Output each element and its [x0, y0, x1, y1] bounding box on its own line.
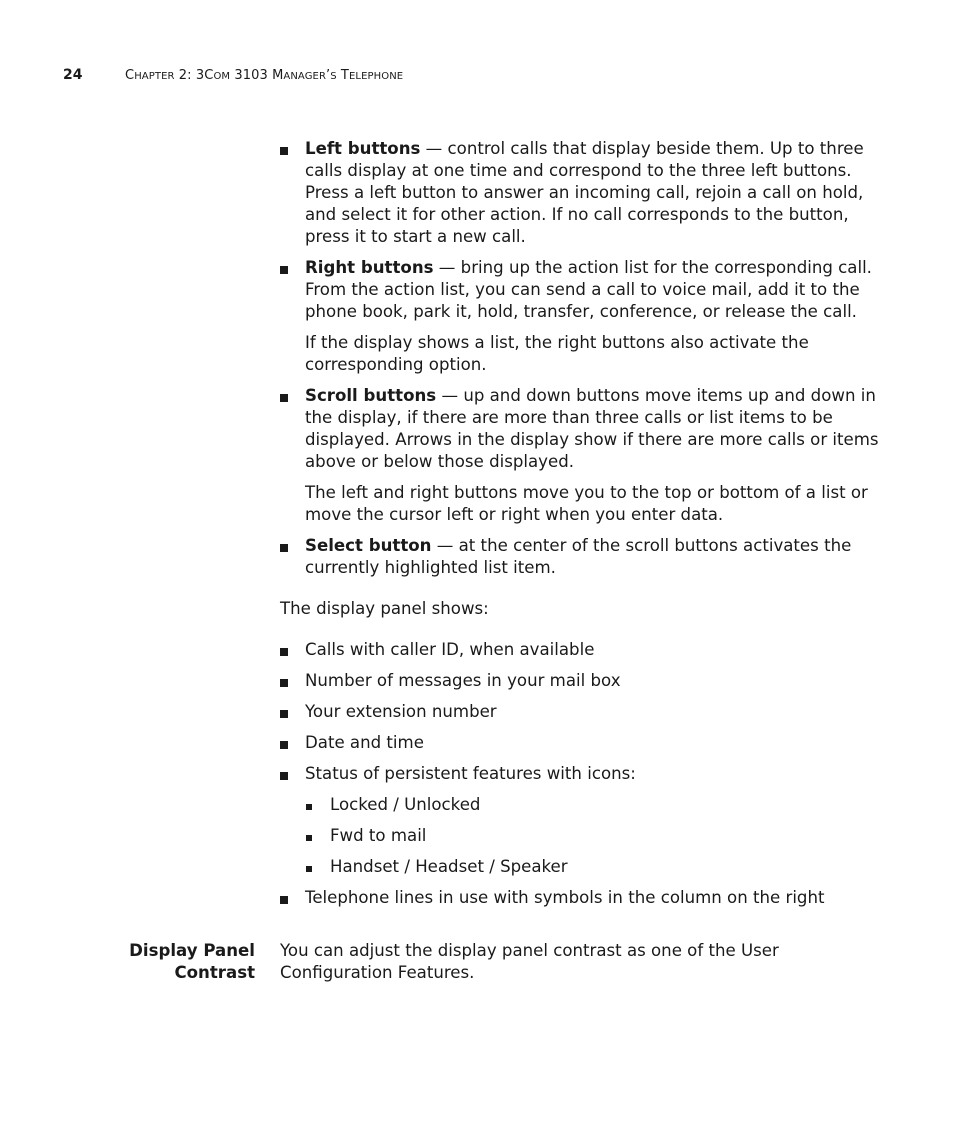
running-head-part: ’ — [326, 68, 331, 83]
section-heading-line1: Display Panel — [129, 941, 255, 960]
running-head — [125, 68, 403, 83]
bullet-icon — [280, 544, 288, 552]
list-item — [280, 701, 880, 723]
running-head-part: 3103 M — [230, 68, 284, 83]
bullet-icon — [280, 710, 288, 718]
list-item-text: Calls with caller ID, when available — [305, 640, 595, 659]
display-items-list — [280, 639, 880, 909]
list-item-text: — at the center of the scroll buttons activates the currently highlighted list item. — [305, 536, 852, 577]
list-item — [280, 257, 880, 323]
running-head-part: ANAGER — [283, 71, 327, 82]
bullet-icon — [280, 896, 288, 904]
bullet-icon — [280, 741, 288, 749]
main-content — [280, 138, 880, 909]
section-heading — [100, 940, 255, 984]
sub-list-item — [280, 856, 880, 878]
section-body: You can adjust the display panel contrast as one of the User Configuration Features. — [280, 941, 779, 982]
running-head-part: T — [336, 68, 349, 83]
list-item — [280, 763, 880, 785]
page-number: 24 — [63, 67, 83, 83]
list-item-extra: If the display shows a list, the right buttons also activate the corresponding option. — [305, 333, 809, 374]
bullet-icon — [306, 804, 312, 810]
sub-list-item-text: Handset / Headset / Speaker — [330, 857, 568, 876]
bullet-icon — [280, 679, 288, 687]
running-head-part: C — [125, 68, 135, 83]
list-item-text: Number of messages in your mail box — [305, 671, 621, 690]
display-intro: The display panel shows: — [280, 599, 489, 618]
running-head-part: 2: 3C — [174, 68, 214, 83]
bullet-icon — [280, 772, 288, 780]
section-heading-line2: Contrast — [174, 963, 255, 982]
list-item-extra: The left and right buttons move you to the top or bottom of a list or move the cursor left or right when you enter data. — [305, 483, 868, 524]
running-head-part: OM — [213, 71, 231, 82]
list-item-text: Date and time — [305, 733, 424, 752]
list-item-text: — bring up the action list for the corresponding call. From the action list, you can send a call to voice mail, add it to the phone book, park it, hold, transfer, conference, or release the call. — [305, 258, 872, 321]
running-head-part: S — [330, 71, 337, 82]
list-item-text: Status of persistent features with icons: — [305, 764, 636, 783]
bullet-icon — [306, 866, 312, 872]
list-item-text: — control calls that display beside them. Up to three calls display at one time and correspond to the three left buttons. Press a left button to answer an incoming call, rejoin a call on hold, and select it for other action. If no call corresponds to the button, press it to start a new call. — [305, 139, 864, 246]
list-item-term: Right buttons — [305, 258, 434, 277]
running-head-part: HAPTER — [134, 71, 175, 82]
buttons-list — [280, 138, 880, 579]
bullet-icon — [280, 394, 288, 402]
list-item-term: Select button — [305, 536, 432, 555]
list-item-term: Scroll buttons — [305, 386, 437, 405]
sub-list-item-text: Fwd to mail — [330, 826, 427, 845]
list-item-text: Telephone lines in use with symbols in the column on the right — [305, 888, 825, 907]
list-item — [280, 670, 880, 692]
sub-list-item — [280, 794, 880, 816]
sub-list-item — [280, 825, 880, 847]
running-head-part: ELEPHONE — [348, 71, 404, 82]
list-item — [280, 639, 880, 661]
list-item-text: Your extension number — [305, 702, 497, 721]
list-item — [280, 887, 880, 909]
list-item — [280, 535, 880, 579]
list-item — [280, 385, 880, 473]
list-item-term: Left buttons — [305, 139, 421, 158]
bullet-icon — [306, 835, 312, 841]
list-item-text: — up and down buttons move items up and down in the display, if there are more than three calls or list items to be displayed. Arrows in the display show if there are more calls or items above or below those displayed. — [305, 386, 879, 471]
sub-list-item-text: Locked / Unlocked — [330, 795, 481, 814]
list-item — [280, 138, 880, 248]
bullet-icon — [280, 266, 288, 274]
list-item — [280, 732, 880, 754]
bullet-icon — [280, 648, 288, 656]
bullet-icon — [280, 147, 288, 155]
